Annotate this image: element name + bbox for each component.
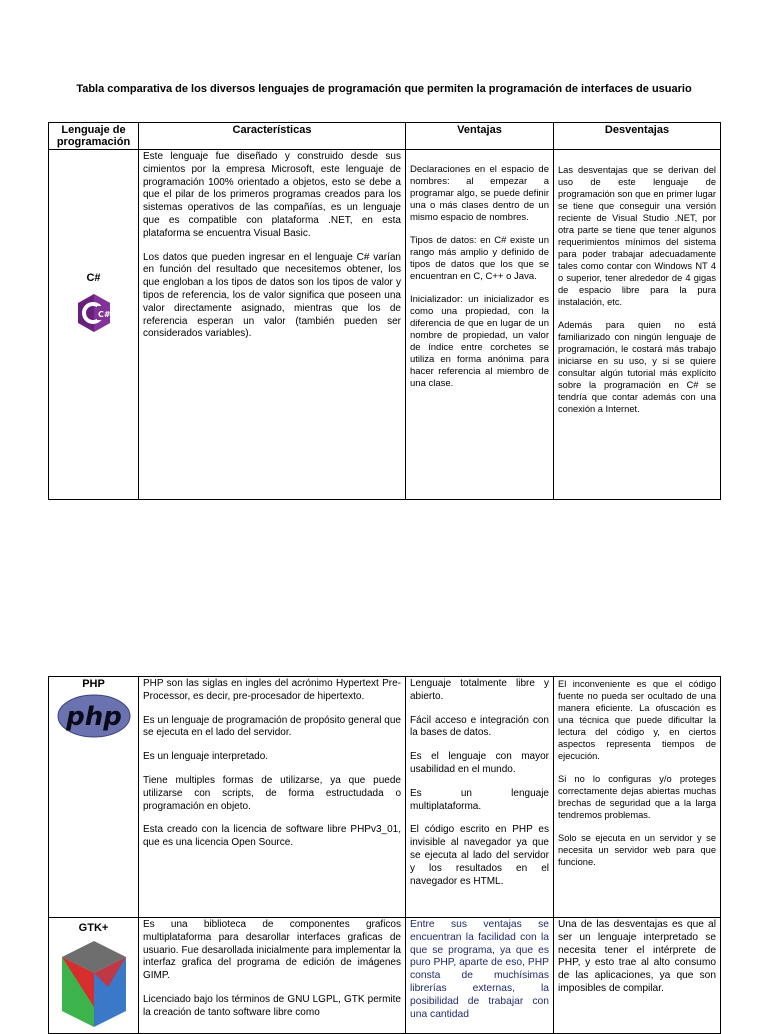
csharp-desventajas: [554, 150, 721, 500]
php-ventajas: [406, 677, 554, 918]
php-desventajas: [554, 677, 721, 918]
gtk-ven-p1: Entre sus ventajas se encuentran la facilidad con la que se programa, ya que es puro PHP, aparte de eso, PHP consta de muchísimas librerías externas, la posibilidad de trabajar con una cantidad: [410, 919, 549, 1020]
csharp-lang-cell: [49, 150, 139, 500]
csharp-des-p2: Además para quien no está familiarizado con ningún lenguaje de programación, le costará más trabajo iniciarse en su uso, y si se quiere consultar algún tutorial más explícito sobre la programación en C# se tendría que contar además con una conexión a Internet.: [558, 320, 716, 414]
php-ven-p3: Es el lenguaje con mayor usabilidad en el mundo.: [410, 751, 549, 775]
csharp-caracteristicas: [139, 150, 406, 500]
gtk-logo-icon: [56, 937, 132, 1027]
csharp-ven-p1: Declaraciones en el espacio de nombres: al empezar a programar algo, se puede definir una o más clases dentro de un mismo espacio de nombres.: [410, 164, 549, 223]
header-caracteristicas: Características: [139, 123, 406, 150]
php-des-p1: El inconveniente es que el código fuente no pueda ser ocultado de una manera eficiente. La ofuscación es una técnica que puede dificultar la lectura del código y, en ciertos aspectos representa tiempos de ejecución.: [558, 679, 716, 761]
php-caracteristicas: [139, 677, 406, 918]
gtk-lang-cell: [49, 918, 139, 1034]
header-row: [49, 123, 721, 150]
csharp-name: C#: [86, 272, 101, 285]
csharp-ventajas: [406, 150, 554, 500]
gtk-desventajas: [554, 918, 721, 1034]
csharp-ven-p3: Inicializador: un inicializador es como una propiedad, con la diferencia de que en lugar de un nombre de propiedad, un valor de índice entre corchetes se utiliza en forma anónima para hacer referencia al miembro de una clase.: [410, 294, 549, 389]
table-row-php: [49, 677, 721, 918]
gtk-car-p2: Licenciado bajo los términos de GNU LGPL, GTK permite la creación de tanto software libre como: [143, 993, 401, 1018]
php-car-p4: Tiene multiples formas de utilizarse, ya que puede utilizarse con scripts, de forma estructudada o programación en objeto.: [143, 774, 401, 812]
php-car-p2: Es un lenguaje de programación de propósito general que se ejecuta en el lado del servidor.: [143, 714, 401, 739]
php-ven-p1: Lenguaje totalmente libre y abierto.: [410, 678, 549, 702]
php-lang-cell: [49, 677, 139, 918]
php-logo-icon: [57, 694, 131, 738]
csharp-car-p1: Este lenguaje fue diseñado y construido desde sus cimientos por la empresa Microsoft, este lenguaje de programación 100% orientado a objetos, esto se debe a que el pilar de los primeros programas creados para los sistemas operativos de las compañías, es un lenguaje que es compatible con plataforma .NET, en esta plataforma se encuentra Visual Basic.: [143, 151, 401, 239]
php-ven-p4: Es un lenguaje multiplataforma.: [410, 787, 549, 812]
comparison-table-page2: [48, 676, 721, 1034]
gtk-caracteristicas: [139, 918, 406, 1034]
csharp-logo-icon: [76, 293, 112, 333]
gtk-car-p1: Es una biblioteca de componentes graficos multiplataforma para desarollar interfaces graficas de usuario. Fue desarollada inicialmente para implementar la interfaz grafica del programa de edición de imágenes GIMP.: [143, 919, 401, 982]
header-lenguaje: Lenguaje de programación: [49, 123, 139, 150]
gtk-ventajas: [406, 918, 554, 1034]
csharp-logo-text: C#: [97, 310, 111, 319]
header-ventajas: Ventajas: [406, 123, 554, 150]
php-ven-p2: Fácil acceso e integración con la bases de datos.: [410, 714, 549, 739]
comparison-table-page1: [48, 122, 721, 500]
csharp-des-p1: Las desventajas que se derivan del uso de este lenguaje de programación son que en primer lugar se tiene que conseguir una versión reciente de Visual Studio .NET, por otra parte se tiene que tener algunos requerimientos mínimos del sistema para poder trabajar adecuadamente tales como contar con Windows NT 4 o superior, tener alrededor de 4 gigas de espacio libre para la pura instalación, etc.: [558, 165, 716, 307]
header-desventajas: Desventajas: [554, 123, 721, 150]
gtk-des-p1: Una de las desventajas es que al ser un lenguaje interpretado se necesita tener el intérprete de PHP, y esto trae al alto consumo de las aplicaciones, ya que son imposibles de compilar.: [558, 919, 716, 994]
table-row-csharp: [49, 150, 721, 500]
csharp-ven-p2: Tipos de datos: en C# existe un rango más amplio y definido de tipos de datos que los que se encuentran en C, C++ o Java.: [410, 235, 549, 282]
php-ven-p5: El código escrito en PHP es invisible al navegador ya que se ejecuta al lado del servidor y los resultados en el navegador es HTML.: [410, 824, 549, 887]
php-des-p3: Solo se ejecuta en un servidor y se necesita un servidor web para que funcione.: [558, 833, 716, 867]
csharp-car-p2: Los datos que pueden ingresar en el lenguaje C# varían en función del resultado que necesitemos obtener, los que engloban a los tipos de datos son los tipos de valor y tipos de referencia, los de valor significa que poseen una valor directamente asignado, mientras que los de referencia esperan un valor (también pueden ser considerados variables).: [143, 251, 401, 340]
php-des-p2: Si no lo configuras y/o proteges correctamente dejas abiertas muchas brechas de seguridad que a la larga tendremos problemas.: [558, 774, 716, 820]
php-name: PHP: [82, 678, 105, 690]
php-logo-text: php: [65, 701, 122, 732]
php-car-p3: Es un lenguaje interpretado.: [143, 751, 269, 763]
gtk-name: GTK+: [78, 922, 109, 934]
php-car-p1: PHP son las siglas en ingles del acrónimo Hypertext Pre-Processor, es decir, pre-procesador de hipertexto.: [143, 678, 401, 702]
php-car-p5: Esta creado con la licencia de software libre PHPv3_01, que es una licencia Open Source.: [143, 824, 401, 849]
document-title: Tabla comparativa de los diversos lenguajes de programación que permiten la programación de interfaces de usuario: [76, 83, 692, 95]
table-row-gtk: [49, 918, 721, 1034]
